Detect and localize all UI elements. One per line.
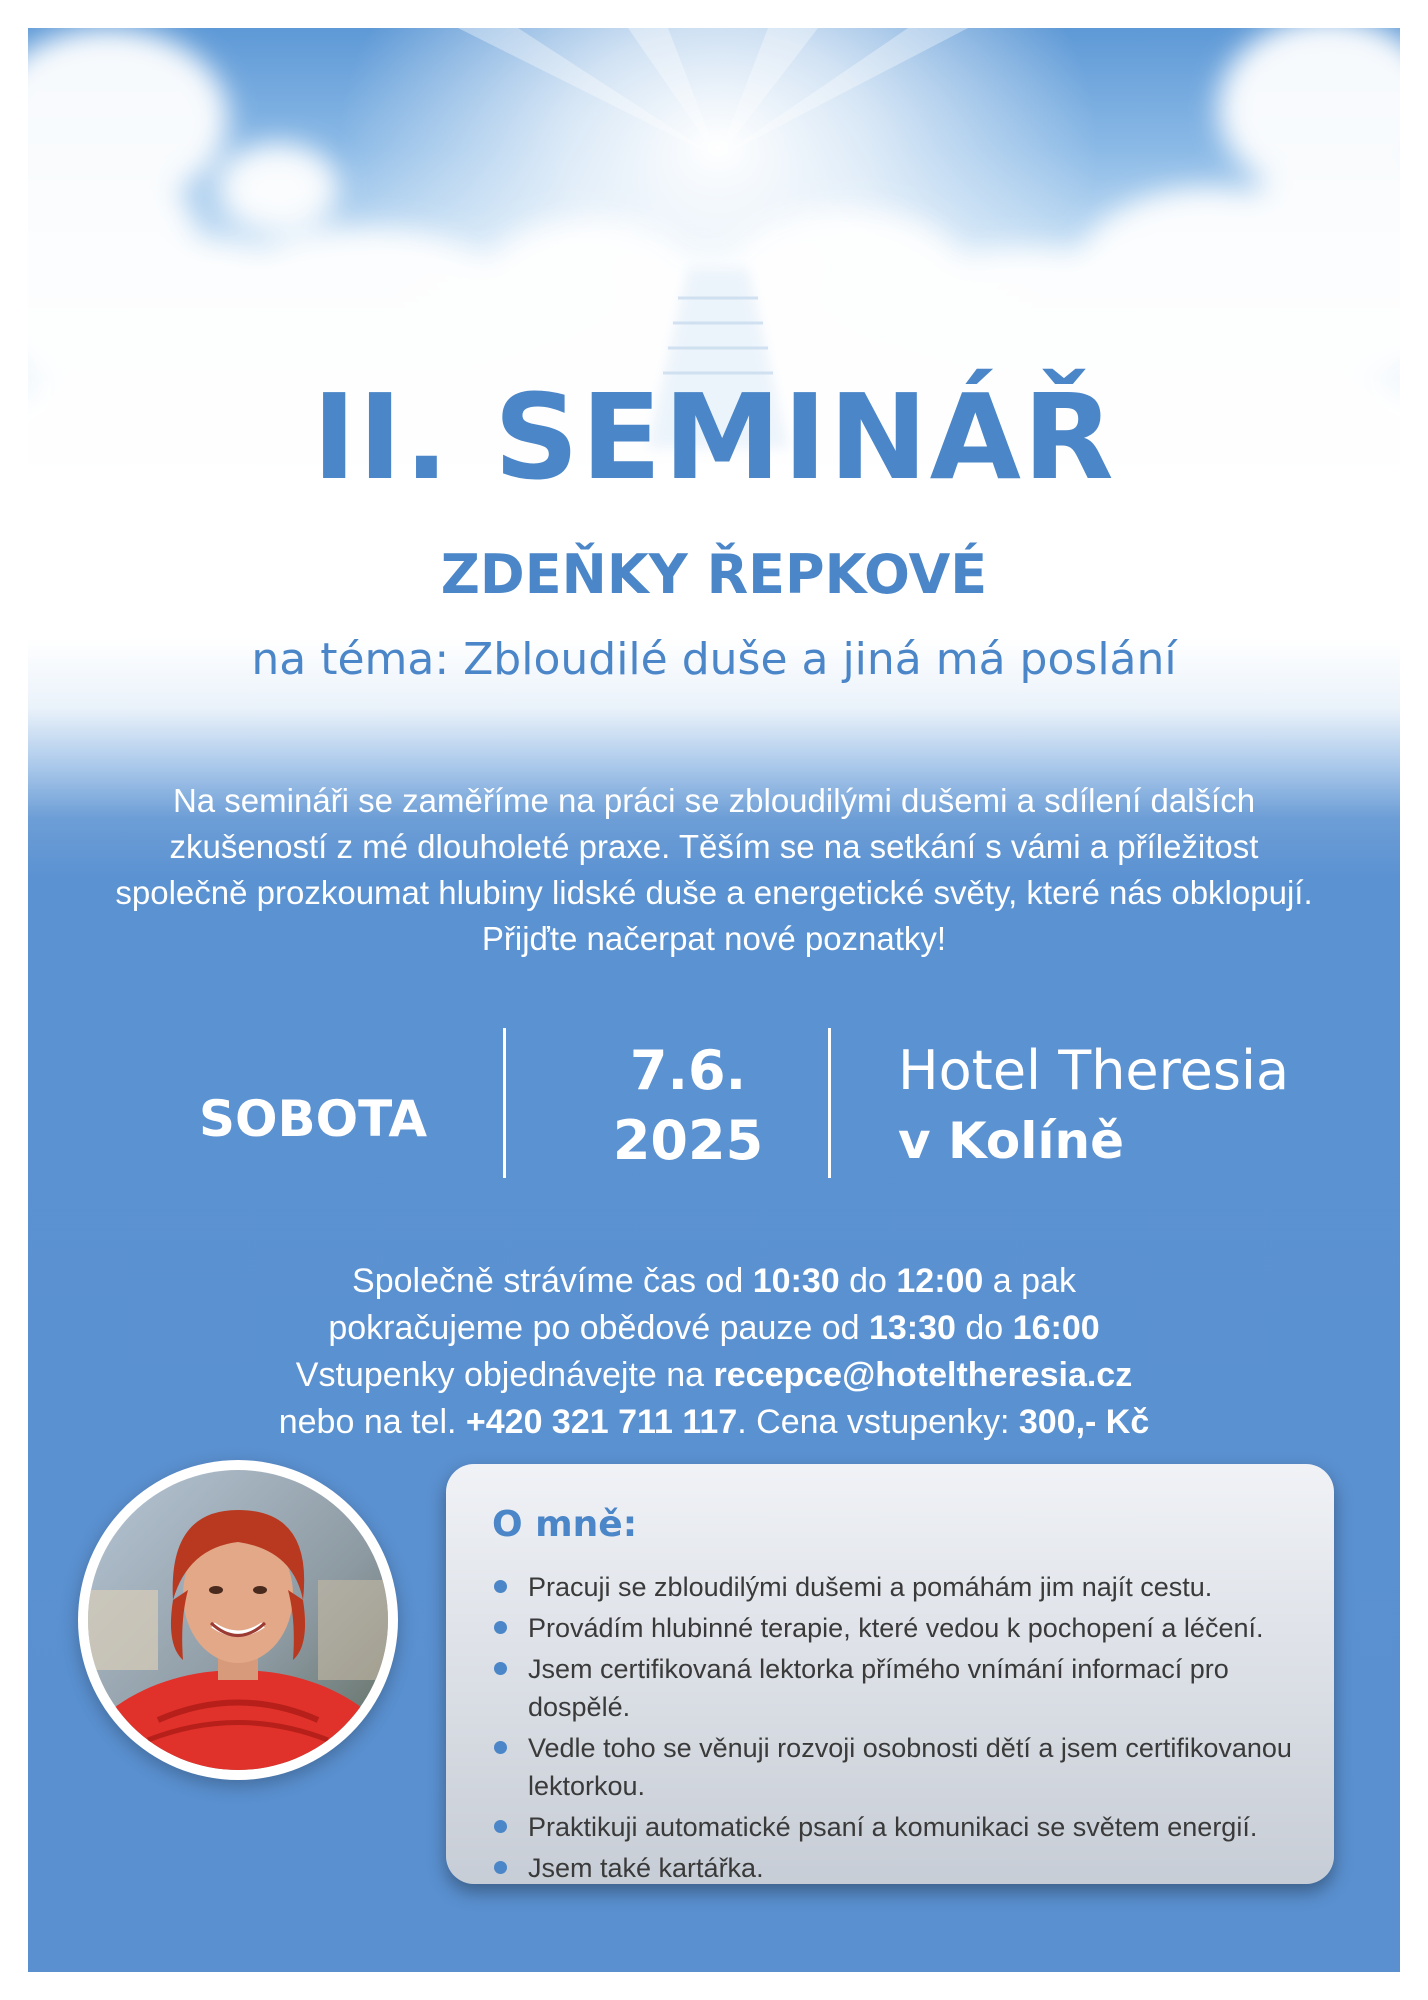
event-date-day: 7.6.	[629, 1039, 747, 1102]
about-item	[492, 1609, 1312, 1647]
bullet-icon	[494, 1741, 507, 1754]
end-time: 16:00	[1012, 1309, 1100, 1347]
divider-left	[503, 1028, 506, 1178]
details-text: Společně strávíme čas od	[352, 1262, 753, 1300]
ticket-price: 300,- Kč	[1018, 1403, 1150, 1441]
speaker-photo	[78, 1460, 398, 1780]
speaker-portrait-image	[88, 1470, 388, 1770]
about-item	[492, 1650, 1312, 1726]
about-item	[492, 1808, 1312, 1846]
about-item	[492, 1849, 1312, 1887]
morning-end-time: 12:00	[896, 1262, 984, 1300]
divider-right	[828, 1028, 831, 1178]
about-panel	[446, 1464, 1334, 1884]
details-line-3	[148, 1352, 1280, 1399]
event-day: SOBOTA	[198, 1090, 428, 1148]
details-text: do	[839, 1262, 897, 1300]
bullet-icon	[494, 1621, 507, 1634]
about-item-text: Provádím hlubinné terapie, které vedou k pochopení a léčení.	[528, 1613, 1264, 1643]
event-venue	[898, 1036, 1289, 1176]
details-text: Vstupenky objednávejte na	[295, 1356, 714, 1394]
bullet-icon	[494, 1662, 507, 1675]
event-details	[148, 1258, 1280, 1446]
about-item-text: Pracuji se zbloudilými dušemi a pomáhám jim najít cestu.	[528, 1572, 1213, 1602]
event-date-year: 2025	[612, 1109, 764, 1172]
contact-phone[interactable]: +420 321 711 117	[465, 1403, 738, 1441]
seminar-title: II. SEMINÁŘ	[312, 368, 1116, 506]
details-line-1	[148, 1258, 1280, 1305]
start-time: 10:30	[752, 1262, 840, 1300]
details-text: . Cena vstupenky:	[737, 1403, 1019, 1441]
details-text: do	[955, 1309, 1013, 1347]
about-item	[492, 1729, 1312, 1805]
about-list	[492, 1568, 1312, 1890]
about-title: O mně:	[492, 1504, 638, 1545]
bullet-icon	[494, 1580, 507, 1593]
details-line-2	[148, 1305, 1280, 1352]
venue-name: Hotel Theresia	[898, 1039, 1290, 1102]
seminar-topic: na téma: Zbloudilé duše a jiná má poslání	[251, 634, 1177, 685]
about-item-text: Vedle toho se věnuji rozvoji osobnosti dětí a jsem certifikovanou lektorkou.	[528, 1733, 1292, 1801]
details-text: nebo na tel.	[278, 1403, 466, 1441]
event-info-row	[28, 1028, 1400, 1198]
details-text: pokračujeme po obědové pauze od	[328, 1309, 869, 1347]
contact-email[interactable]: recepce@hoteltheresia.cz	[713, 1356, 1133, 1394]
details-line-4	[148, 1399, 1280, 1446]
event-date	[553, 1036, 823, 1176]
details-text: a pak	[983, 1262, 1076, 1300]
bullet-icon	[494, 1861, 507, 1874]
about-item-text: Praktikuji automatické psaní a komunikaci se světem energií.	[528, 1812, 1258, 1842]
intro-text: Na semináři se zaměříme na práci se zbloudilými dušemi a sdílení dalších zkušeností z mé dlouholeté praxe. Těším se na setkání s vámi a příležitost společně prozkoumat hlubiny lidské duše a energetické světy, které nás obklopují. Přijďte načerpat nové poznatky!	[115, 782, 1313, 957]
bullet-icon	[494, 1820, 507, 1833]
speaker-name: ZDEŇKY ŘEPKOVÉ	[440, 543, 988, 606]
venue-city: v Kolíně	[898, 1112, 1125, 1170]
afternoon-start-time: 13:30	[868, 1309, 956, 1347]
about-item-text: Jsem certifikovaná lektorka přímého vnímání informací pro dospělé.	[528, 1654, 1229, 1722]
about-item	[492, 1568, 1312, 1606]
about-item-text: Jsem také kartářka.	[528, 1853, 764, 1883]
poster	[28, 28, 1400, 1972]
